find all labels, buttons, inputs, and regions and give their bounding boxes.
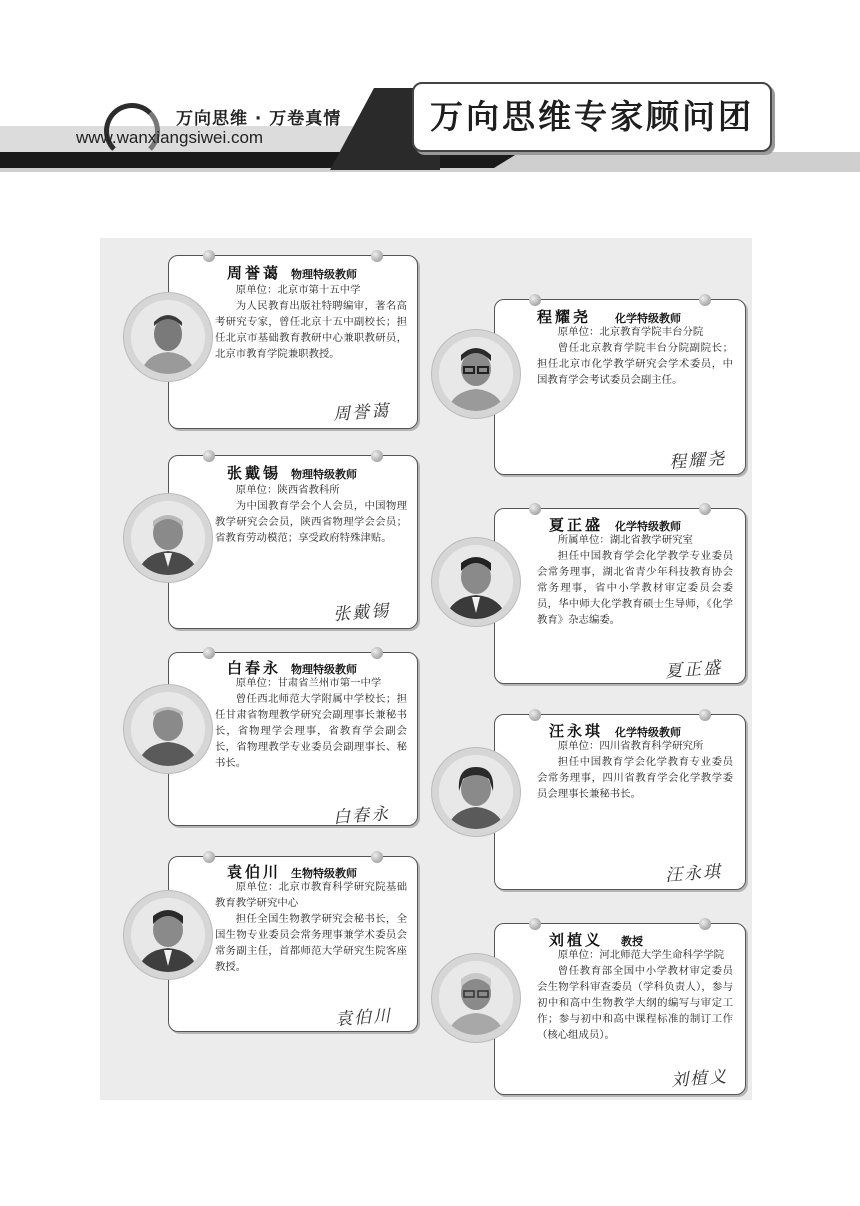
expert-signature: 白春永 — [332, 804, 391, 828]
expert-portrait-avatar — [432, 538, 520, 626]
expert-bio — [215, 675, 407, 771]
pin-icon — [203, 647, 215, 659]
expert-role: 物理特级教师 — [291, 663, 357, 676]
expert-affiliation: 原单位：北京教育学院丰台分院 — [557, 326, 704, 338]
expert-signature: 程耀尧 — [668, 449, 727, 473]
expert-portrait-avatar — [432, 330, 520, 418]
pin-icon — [529, 709, 541, 721]
pin-icon — [203, 450, 215, 462]
expert-signature: 刘植义 — [670, 1067, 729, 1091]
expert-bio — [215, 482, 407, 546]
expert-card — [494, 508, 746, 684]
expert-description: 担任中国教育学会化学教育专业委员会常务理事，四川省教育学会化学教学委员会理事长兼秘书长。 — [537, 756, 733, 800]
expert-signature: 袁伯川 — [334, 1006, 393, 1030]
expert-signature: 夏正盛 — [664, 658, 723, 682]
pin-icon — [699, 503, 711, 515]
expert-name: 周誉蔼 — [227, 264, 282, 282]
expert-bio — [215, 879, 407, 975]
expert-description: 为人民教育出版社特聘编审，著名高考研究专家，曾任北京十五中副校长；担任北京市基础教育教研中心兼职教研员，北京市教育学院兼职教授。 — [215, 300, 407, 360]
expert-role: 化学特级教师 — [615, 312, 681, 325]
pin-icon — [529, 503, 541, 515]
expert-affiliation: 原单位：陕西省教科所 — [235, 484, 340, 496]
expert-affiliation: 原单位：北京市教育科学研究院基础教育教学研究中心 — [215, 881, 407, 909]
portrait-icon — [131, 692, 205, 766]
portrait-icon — [131, 300, 205, 374]
pin-icon — [203, 250, 215, 262]
expert-card — [494, 299, 746, 475]
portrait-icon — [439, 545, 513, 619]
expert-role: 化学特级教师 — [615, 520, 681, 533]
expert-signature: 周誉蔼 — [332, 401, 391, 425]
pin-icon — [699, 294, 711, 306]
page-title: 万向思维专家顾问团 — [430, 97, 754, 136]
expert-role: 教授 — [621, 935, 643, 948]
expert-name: 张戴锡 — [227, 464, 282, 482]
expert-affiliation: 原单位：四川省教育科学研究所 — [557, 740, 704, 752]
expert-bio — [537, 947, 733, 1043]
expert-bio — [215, 282, 407, 362]
expert-role: 物理特级教师 — [291, 268, 357, 281]
pin-icon — [529, 918, 541, 930]
expert-panel — [100, 238, 752, 1100]
expert-name: 刘植义 — [549, 931, 604, 949]
expert-description: 曾任北京教育学院丰台分院副院长；担任北京市化学教学研究会学术委员，中国教育学会考试委员会副主任。 — [537, 342, 733, 386]
expert-card — [494, 923, 746, 1095]
expert-role: 化学特级教师 — [615, 726, 681, 739]
portrait-icon — [439, 755, 513, 829]
expert-role: 生物特级教师 — [291, 867, 357, 880]
expert-affiliation: 原单位：河北师范大学生命科学学院 — [557, 949, 725, 961]
expert-description: 担任全国生物教学研究会秘书长，全国生物专业委员会常务理事兼学术委员会常务副主任，首都师范大学研究生院客座教授。 — [215, 913, 407, 973]
expert-bio — [537, 738, 733, 802]
expert-portrait-avatar — [124, 685, 212, 773]
expert-name: 夏正盛 — [549, 516, 604, 534]
expert-description: 曾任教育部全国中小学教材审定委员会生物学科审查委员（学科负责人），参与初中和高中生物教学大纲的编写与审定工作；参与初中和高中课程标准的制订工作（核心组成员）。 — [537, 965, 733, 1041]
expert-name: 程耀尧 — [537, 308, 592, 326]
portrait-icon — [131, 898, 205, 972]
expert-description: 为中国教育学会个人会员，中国物理教学研究会会员，陕西省物理学会会员；省教育劳动模范；享受政府特殊津贴。 — [215, 500, 407, 544]
page-header — [0, 78, 860, 190]
pin-icon — [699, 918, 711, 930]
expert-portrait-avatar — [124, 891, 212, 979]
header-url: www.wanxiangsiwei.com — [76, 128, 264, 147]
pin-icon — [529, 294, 541, 306]
portrait-icon — [131, 501, 205, 575]
expert-description: 担任中国教育学会化学教学专业委员会常务理事，湖北省青少年科技教育协会常务理事，省中小学教材审定委员会委员，华中师大化学教育硕士生导师，《化学教育》杂志编委。 — [537, 550, 733, 626]
expert-portrait-avatar — [432, 748, 520, 836]
expert-description: 曾任西北师范大学附属中学校长；担任甘肃省物理教学研究会副理事长兼秘书长，省物理学会理事，省教育学会副会长，省物理教学专业委员会副理事长、秘书长。 — [215, 693, 407, 769]
expert-affiliation: 所属单位：湖北省教学研究室 — [557, 534, 693, 546]
expert-bio — [537, 532, 733, 628]
expert-bio — [537, 324, 733, 388]
pin-icon — [371, 647, 383, 659]
pin-icon — [371, 851, 383, 863]
expert-affiliation: 原单位：北京市第十五中学 — [235, 284, 361, 296]
expert-role: 物理特级教师 — [291, 468, 357, 481]
expert-name: 袁伯川 — [227, 863, 282, 881]
header-black-band — [0, 152, 520, 168]
header-title-box — [412, 82, 772, 152]
expert-signature: 汪永琪 — [664, 862, 723, 886]
expert-portrait-avatar — [432, 954, 520, 1042]
pin-icon — [371, 250, 383, 262]
expert-portrait-avatar — [124, 293, 212, 381]
expert-affiliation: 原单位：甘肃省兰州市第一中学 — [235, 677, 382, 689]
portrait-icon — [439, 337, 513, 411]
pin-icon — [203, 851, 215, 863]
portrait-icon — [439, 961, 513, 1035]
expert-card — [494, 714, 746, 890]
expert-name: 白春永 — [227, 659, 282, 677]
pin-icon — [371, 450, 383, 462]
expert-signature: 张戴锡 — [332, 601, 391, 625]
expert-portrait-avatar — [124, 494, 212, 582]
expert-name: 汪永琪 — [549, 722, 604, 740]
pin-icon — [699, 709, 711, 721]
header-slogan: 万向思维 · 万卷真情 — [176, 109, 342, 129]
